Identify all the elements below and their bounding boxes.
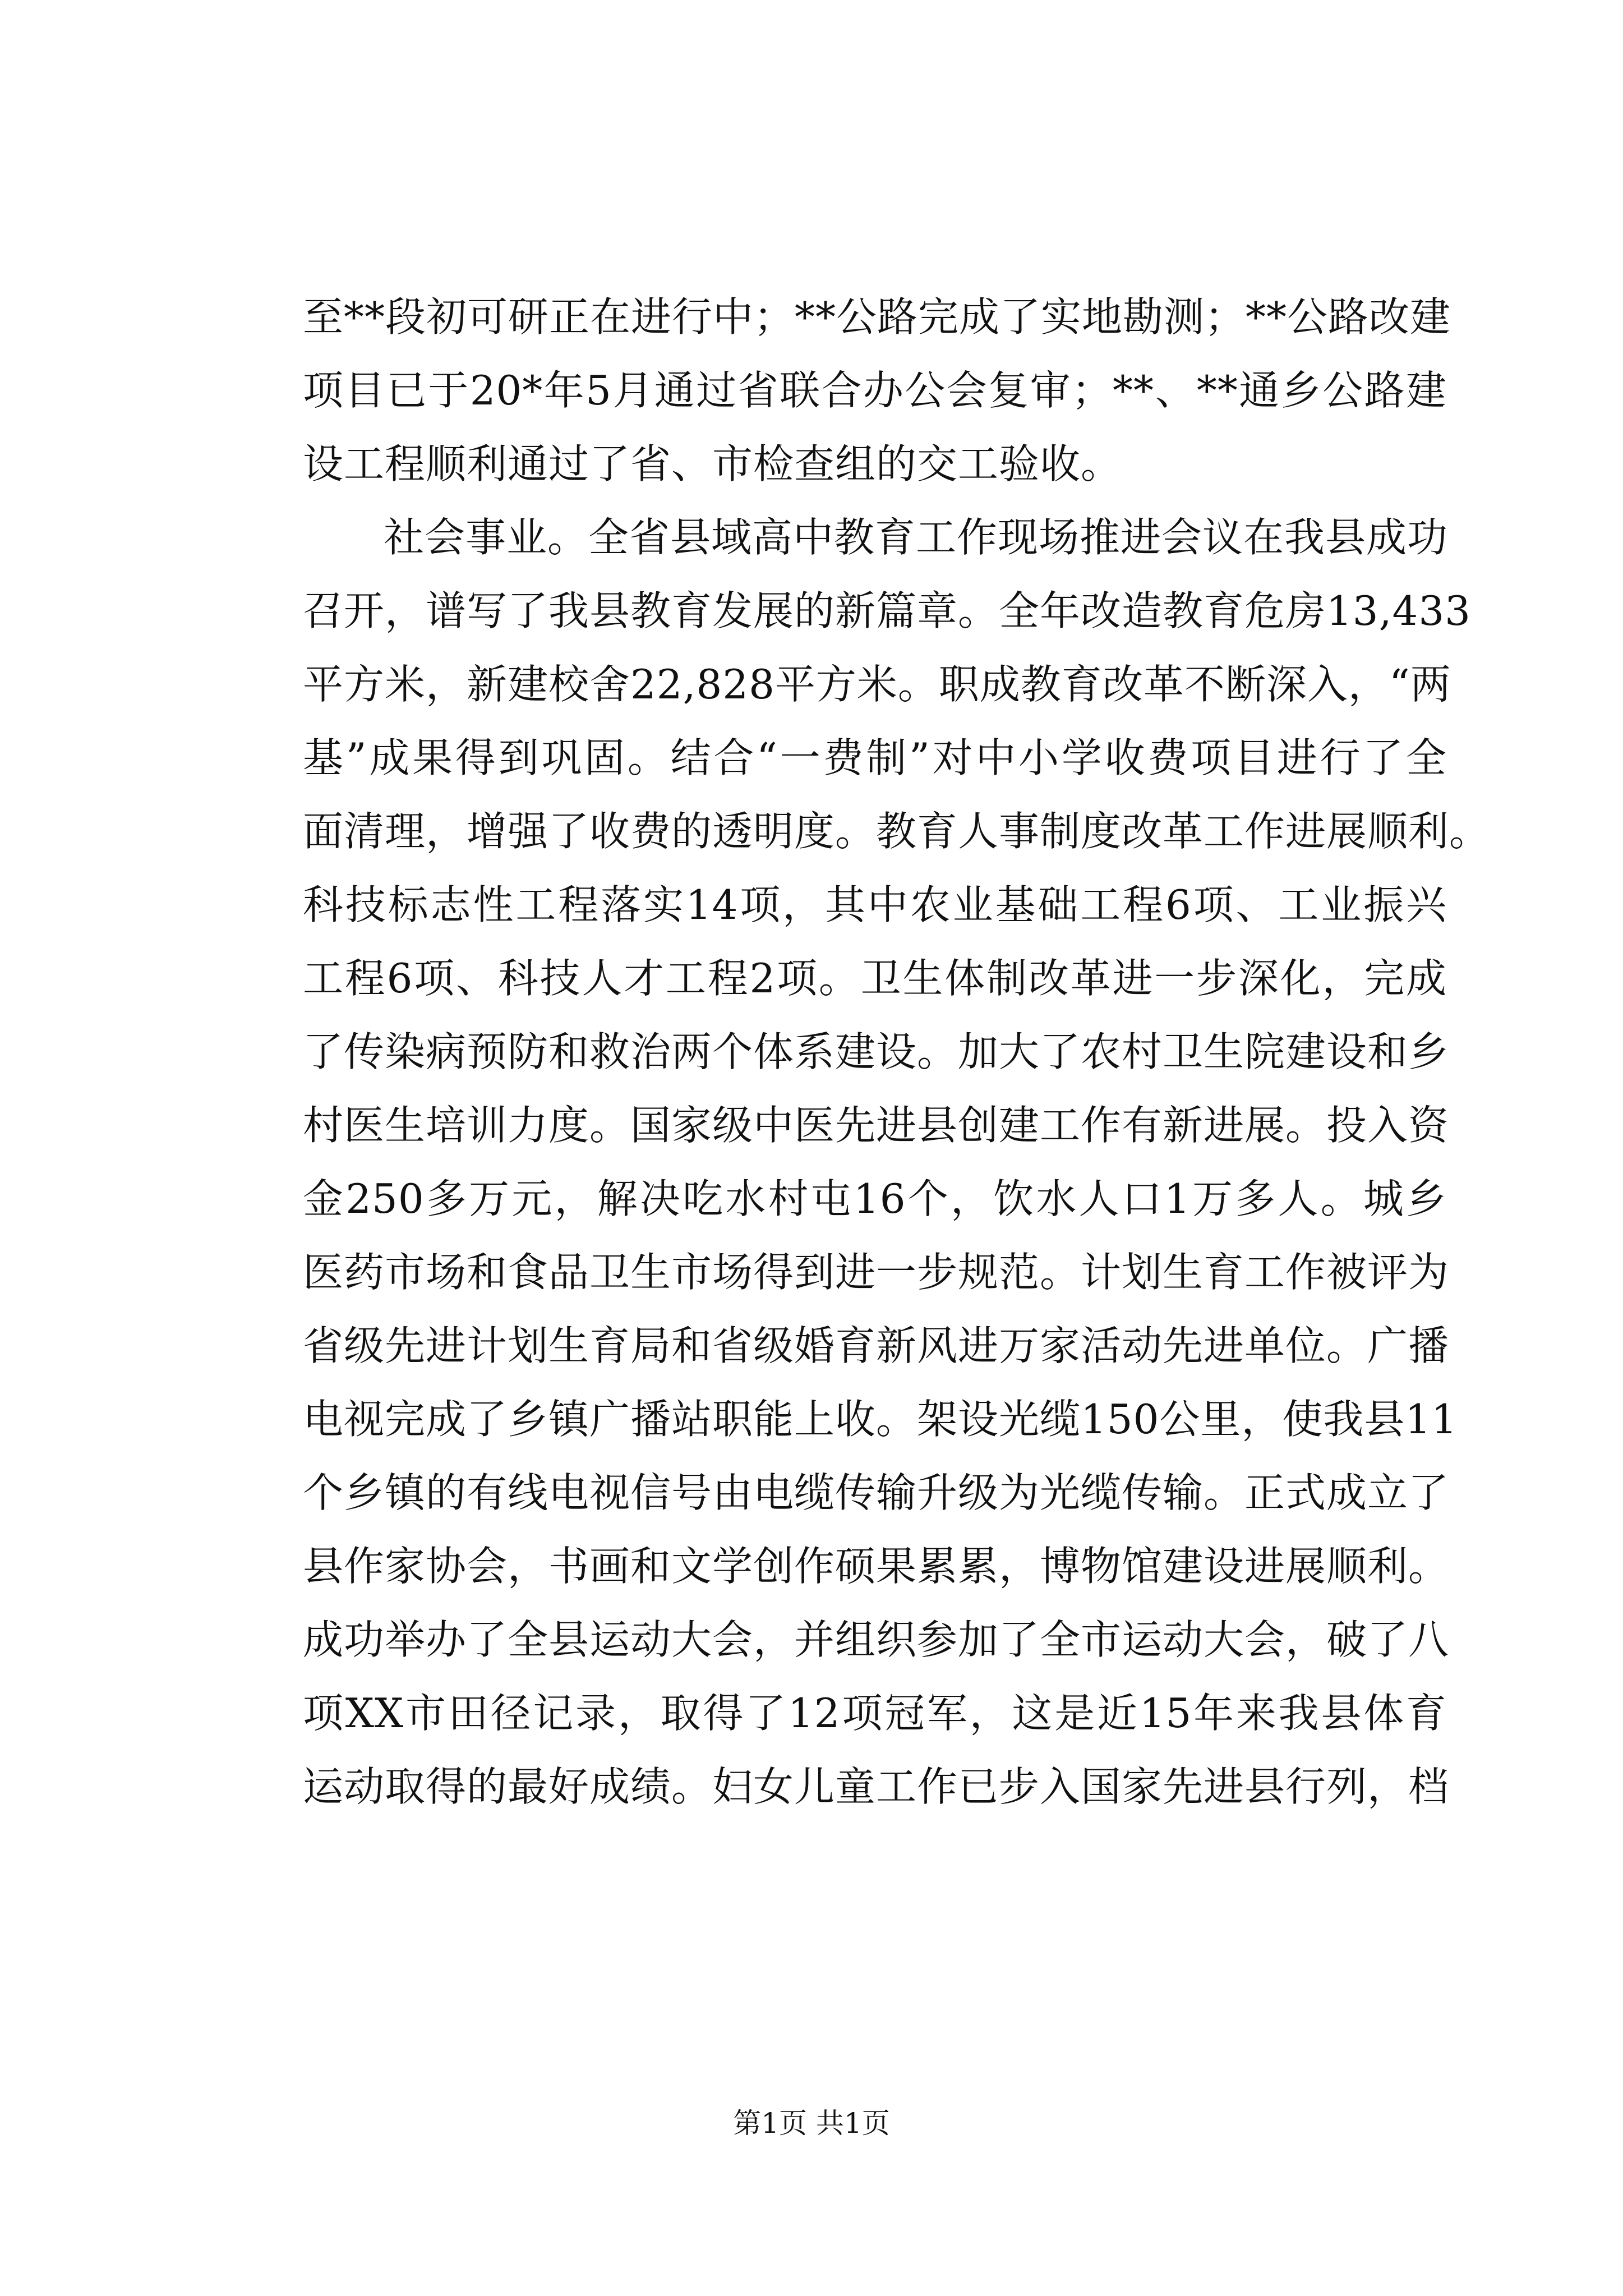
document-body [303, 280, 1491, 1824]
text-line: 平方米，新建校舍22,828平方米。职成教育改革不断深入，“两 [303, 661, 1451, 708]
text-line: 面清理，增强了收费的透明度。教育人事制度改革工作进展顺利。 [303, 808, 1491, 855]
text-line: 项XX市田径记录，取得了12项冠军，这是近15年来我县体育 [303, 1690, 1447, 1737]
text-line: 设工程顺利通过了省、市检查组的交工验收。 [303, 440, 1122, 487]
text-line: 金250多万元，解决吃水村屯16个，饮水人口1万多人。城乡 [303, 1175, 1447, 1222]
text-line: 医药市场和食品卫生市场得到进一步规范。计划生育工作被评为 [303, 1249, 1450, 1296]
text-line: 社会事业。全省县域高中教育工作现场推进会议在我县成功 [384, 514, 1449, 561]
text-line: 项目已于20*年5月通过省联合办公会复审；**、**通乡公路建 [303, 367, 1447, 414]
text-line: 村医生培训力度。国家级中医先进县创建工作有新进展。投入资 [303, 1102, 1450, 1149]
text-line: 县作家协会，书画和文学创作硕果累累，博物馆建设进展顺利。 [303, 1543, 1450, 1590]
text-line: 省级先进计划生育局和省级婚育新风进万家活动先进单位。广播 [303, 1322, 1450, 1369]
text-line: 至**段初可研正在进行中；**公路完成了实地勘测；**公路改建 [303, 293, 1451, 341]
text-line: 工程6项、科技人才工程2项。卫生体制改革进一步深化，完成 [303, 955, 1447, 1002]
text-line: 了传染病预防和救治两个体系建设。加大了农村卫生院建设和乡 [303, 1028, 1450, 1075]
text-line: 科技标志性工程落实14项，其中农业基础工程6项、工业振兴 [303, 881, 1447, 928]
text-line: 基”成果得到巩固。结合“一费制”对中小学收费项目进行了全 [303, 734, 1447, 781]
text-line: 个乡镇的有线电视信号由电缆传输升级为光缆传输。正式成立了 [303, 1469, 1450, 1516]
text-line: 运动取得的最好成绩。妇女儿童工作已步入国家先进县行列，档 [303, 1763, 1450, 1810]
text-line: 电视完成了乡镇广播站职能上收。架设光缆150公里，使我县11 [303, 1396, 1458, 1443]
text-line: 召开，谱写了我县教育发展的新篇章。全年改造教育危房13,433 [303, 587, 1471, 634]
text-line: 成功举办了全县运动大会，并组织参加了全市运动大会，破了八 [303, 1616, 1450, 1663]
page-footer: 第1页 共1页 [733, 2107, 890, 2139]
